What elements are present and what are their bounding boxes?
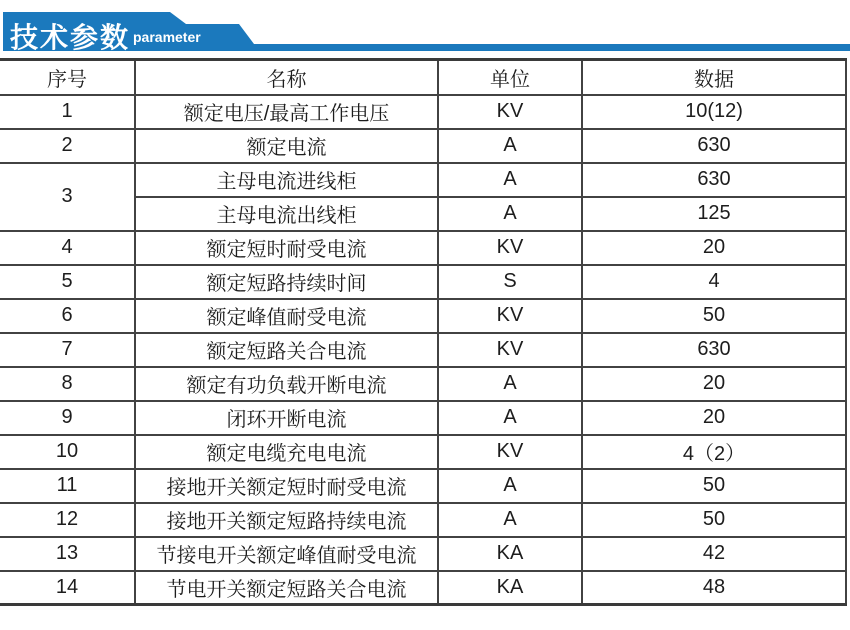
table-row — [0, 469, 846, 503]
cell-value: 50 — [582, 503, 846, 537]
cell-name: 额定短路持续时间 — [135, 265, 438, 299]
page-subtitle: parameter — [133, 29, 201, 45]
cell-serial: 13 — [0, 537, 135, 571]
table-row — [0, 333, 846, 367]
table-header-row — [0, 60, 846, 95]
cell-name: 额定有功负载开断电流 — [135, 367, 438, 401]
column-header-unit: 单位 — [438, 60, 582, 95]
table-row — [0, 299, 846, 333]
column-header-data: 数据 — [582, 60, 846, 95]
cell-unit: KV — [438, 435, 582, 469]
cell-serial: 7 — [0, 333, 135, 367]
column-header-serial: 序号 — [0, 60, 135, 95]
cell-unit: KV — [438, 333, 582, 367]
cell-serial-merged: 3 — [0, 163, 135, 231]
column-header-name: 名称 — [135, 60, 438, 95]
cell-value: 630 — [582, 333, 846, 367]
banner — [0, 0, 850, 51]
cell-value: 630 — [582, 163, 846, 197]
table-row — [0, 537, 846, 571]
cell-unit: KV — [438, 95, 582, 129]
cell-name: 额定短时耐受电流 — [135, 231, 438, 265]
table-row — [0, 95, 846, 129]
cell-unit: A — [438, 197, 582, 231]
cell-name: 额定短路关合电流 — [135, 333, 438, 367]
table-row — [0, 571, 846, 605]
cell-value: 42 — [582, 537, 846, 571]
cell-value: 125 — [582, 197, 846, 231]
cell-unit: A — [438, 503, 582, 537]
cell-value: 10(12) — [582, 95, 846, 129]
cell-serial: 11 — [0, 469, 135, 503]
cell-name: 主母电流出线柜 — [135, 197, 438, 231]
page-title: 技术参数 — [10, 22, 131, 53]
cell-unit: A — [438, 469, 582, 503]
table-row — [0, 401, 846, 435]
table-row — [0, 129, 846, 163]
table-row — [0, 265, 846, 299]
table-row — [0, 231, 846, 265]
cell-serial: 1 — [0, 95, 135, 129]
cell-value: 20 — [582, 367, 846, 401]
table-row — [0, 435, 846, 469]
cell-value: 630 — [582, 129, 846, 163]
cell-unit: KV — [438, 299, 582, 333]
cell-serial: 14 — [0, 571, 135, 605]
cell-name: 接地开关额定短路持续电流 — [135, 503, 438, 537]
cell-serial: 12 — [0, 503, 135, 537]
cell-unit: KA — [438, 537, 582, 571]
cell-name: 主母电流进线柜 — [135, 163, 438, 197]
cell-serial: 4 — [0, 231, 135, 265]
cell-unit: A — [438, 163, 582, 197]
cell-unit: A — [438, 129, 582, 163]
cell-name: 额定电压/最高工作电压 — [135, 95, 438, 129]
cell-serial: 5 — [0, 265, 135, 299]
cell-unit: S — [438, 265, 582, 299]
cell-serial: 8 — [0, 367, 135, 401]
cell-serial: 9 — [0, 401, 135, 435]
cell-value: 48 — [582, 571, 846, 605]
cell-unit: KA — [438, 571, 582, 605]
cell-value: 4 — [582, 265, 846, 299]
cell-serial: 2 — [0, 129, 135, 163]
table-row — [0, 503, 846, 537]
cell-unit: KV — [438, 231, 582, 265]
cell-name: 接地开关额定短时耐受电流 — [135, 469, 438, 503]
table-row — [0, 163, 846, 197]
cell-value: 4（2） — [582, 435, 846, 469]
table-row — [0, 367, 846, 401]
cell-value: 50 — [582, 299, 846, 333]
cell-unit: A — [438, 401, 582, 435]
cell-serial: 10 — [0, 435, 135, 469]
cell-value: 50 — [582, 469, 846, 503]
cell-name: 节接电开关额定峰值耐受电流 — [135, 537, 438, 571]
parameters-table — [0, 58, 847, 606]
cell-name: 闭环开断电流 — [135, 401, 438, 435]
cell-name: 额定电流 — [135, 129, 438, 163]
cell-unit: A — [438, 367, 582, 401]
cell-name: 额定峰值耐受电流 — [135, 299, 438, 333]
cell-name: 节电开关额定短路关合电流 — [135, 571, 438, 605]
cell-value: 20 — [582, 231, 846, 265]
cell-serial: 6 — [0, 299, 135, 333]
cell-name: 额定电缆充电电流 — [135, 435, 438, 469]
cell-value: 20 — [582, 401, 846, 435]
